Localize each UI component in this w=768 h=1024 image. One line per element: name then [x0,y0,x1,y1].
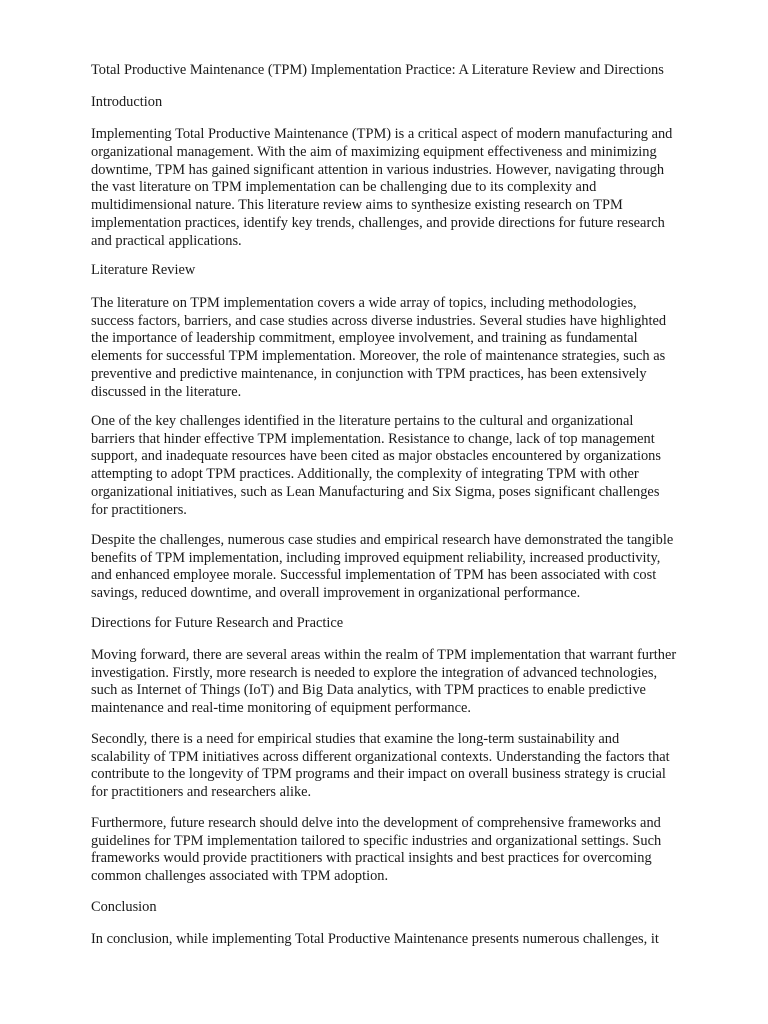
intro-line: Implementing Total Productive Maintenance (TPM) is a critical aspect of modern manufacturing and [91,126,673,142]
dir-p2-line: contribute to the longevity of TPM programs and their impact on overall business strategy is crucial [91,766,666,783]
dir-p3-line: guidelines for TPM implementation tailored to specific industries and organizational settings. Such [91,832,662,849]
dir-p1-line: maintenance and real-time monitoring of equipment performance. [91,700,472,717]
lit-p2-line: One of the key challenges identified in the literature pertains to the cultural and organizational [91,413,634,429]
dir-p1-line: investigation. Firstly, more research is needed to explore the integration of advanced technologies, [91,664,658,681]
lit-p1-line: discussed in the literature. [91,383,242,400]
lit-p1-line: elements for successful TPM implementation. Moreover, the role of maintenance strategies, such as [91,348,666,365]
lit-p2-line: for practitioners. [91,501,187,518]
intro-line: and practical applications. [91,232,242,249]
dir-p1-line: such as Internet of Things (IoT) and Big Data analytics, with TPM practices to enable predictive [91,682,646,699]
intro-line: multidimensional nature. This literature review aims to synthesize existing research on TPM [91,197,623,214]
dir-p2-line: for practitioners and researchers alike. [91,784,312,801]
lit-p1-line: The literature on TPM implementation covers a wide array of topics, including methodologies, [91,295,637,311]
heading-directions: Directions for Future Research and Practice [91,615,344,631]
lit-p1-line: the importance of leadership commitment, employee involvement, and training as fundamental [91,330,638,347]
lit-p3-line: benefits of TPM implementation, including improved equipment reliability, increased productivity, [91,549,661,566]
dir-p2-line: Secondly, there is a need for empirical studies that examine the long-term sustainability and [91,731,620,747]
intro-line: the vast literature on TPM implementation can be challenging due to its complexity and [91,179,597,196]
intro-line: downtime, TPM has gained significant attention in various industries. However, navigating through [91,161,665,178]
heading-introduction: Introduction [91,94,163,110]
lit-p1-line: preventive and predictive maintenance, in conjunction with TPM practices, has been extensively [91,365,647,382]
heading-literature-review: Literature Review [91,262,196,278]
lit-p3-line: Despite the challenges, numerous case studies and empirical research have demonstrated the tangible [91,532,674,548]
lit-p3-line: savings, reduced downtime, and overall improvement in organizational performance. [91,585,581,602]
document-title: Total Productive Maintenance (TPM) Implementation Practice: A Literature Review and Directions [91,62,664,78]
intro-line: organizational management. With the aim of maximizing equipment effectiveness and minimizing [91,143,657,160]
dir-p2-line: scalability of TPM initiatives across different organizational contexts. Understanding the factors that [91,748,670,765]
dir-p1-line: Moving forward, there are several areas within the realm of TPM implementation that warrant further [91,647,677,663]
heading-conclusion: Conclusion [91,899,157,915]
dir-p3-line: frameworks would provide practitioners with practical insights and best practices for overcoming [91,850,652,867]
lit-p2-line: attempting to adopt TPM practices. Additionally, the complexity of integrating TPM with other [91,466,639,483]
dir-p3-line: Furthermore, future research should delve into the development of comprehensive frameworks and [91,815,661,831]
dir-p3-line: common challenges associated with TPM adoption. [91,868,389,885]
lit-p2-line: organizational initiatives, such as Lean Manufacturing and Six Sigma, poses significant challenges [91,483,660,500]
lit-p1-line: success factors, barriers, and case studies across diverse industries. Several studies have highlighted [91,312,667,329]
conclusion-line: In conclusion, while implementing Total Productive Maintenance presents numerous challenges, it [91,931,659,947]
intro-line: implementation practices, identify key trends, challenges, and provide directions for future research [91,215,665,231]
lit-p2-line: support, and inadequate resources have been cited as major obstacles encountered by organizations [91,448,661,465]
lit-p3-line: and enhanced employee morale. Successful implementation of TPM has been associated with cost [91,567,657,584]
lit-p2-line: barriers that hinder effective TPM implementation. Resistance to change, lack of top management [91,430,655,447]
